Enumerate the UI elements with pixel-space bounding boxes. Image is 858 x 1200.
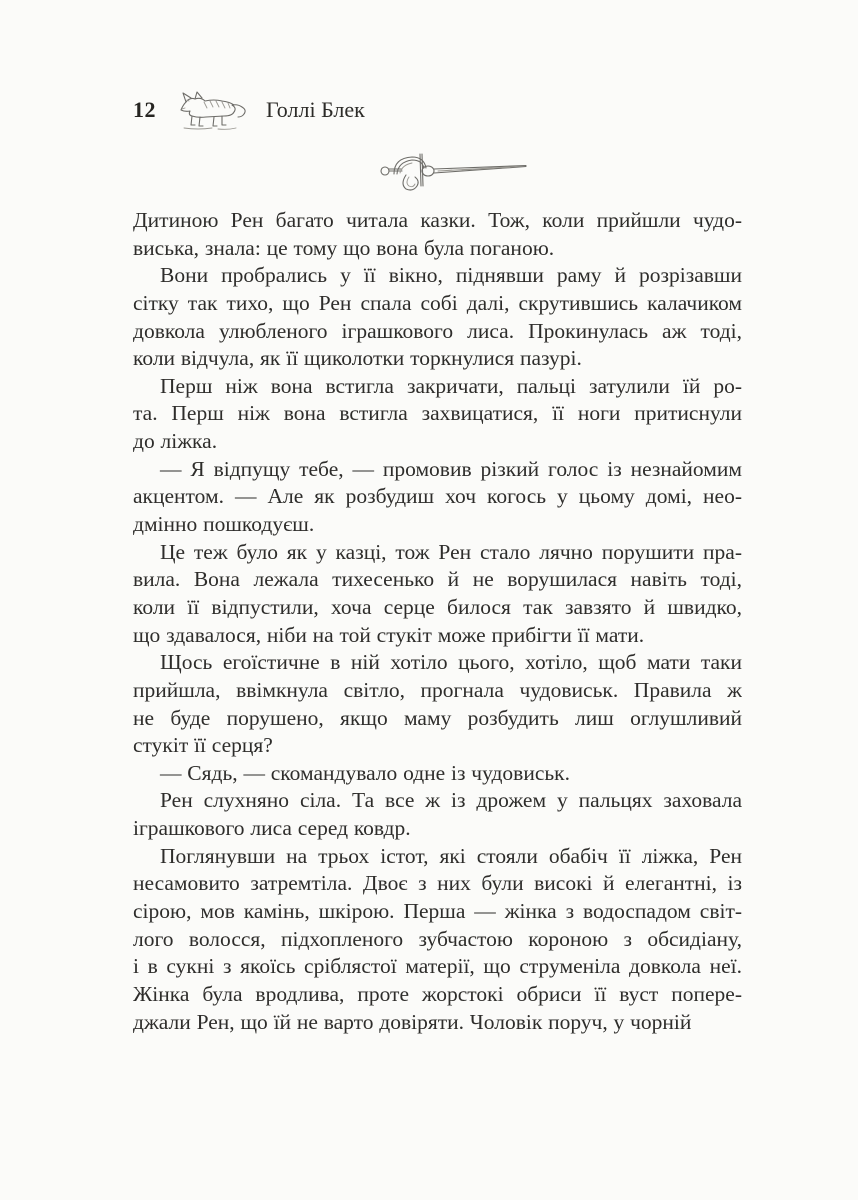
text-line: сірою, мов камінь, шкірою. Перша — жінка з водоспадом світ- [133, 899, 742, 924]
text-line: не буде порушено, якщо маму розбудить лиш оглушливий [133, 705, 742, 730]
text-line: коли відчула, як її щиколотки торкнулися пазурі. [133, 346, 582, 371]
text-line: прийшла, ввімкнула світло, прогнала чудовиськ. Правила ж [133, 677, 742, 702]
text-line: іграшкового лиса серед ковдр. [133, 816, 411, 841]
text-block [133, 207, 742, 1036]
text-line: Перш ніж вона встигла закричати, пальці затулили їй ро- [160, 373, 742, 398]
text-line: до ліжка. [133, 429, 218, 454]
text-line: Жінка була вродлива, проте жорстокі обриси її вуст попере- [133, 981, 742, 1006]
text-line: коли її відпустили, хоча серце билося так завзято й швидко, [133, 594, 742, 619]
text-line: Рен слухняно сіла. Та все ж із дрожем у пальцях заховала [160, 788, 742, 813]
text-line: вила. Вона лежала тихесенько й не ворушилася навіть тоді, [133, 567, 742, 592]
text-line: Дитиною Рен багато читала казки. Тож, коли прийшли чудо- [133, 208, 742, 232]
text-line: джали Рен, що їй не варто довіряти. Чоловік поруч, у чорній [133, 1009, 692, 1034]
text-line: Щось егоїстичне в ній хотіло цього, хотіло, щоб мати таки [160, 650, 742, 675]
text-line: — Сядь, — скомандувало одне із чудовиськ. [160, 760, 570, 785]
text-line: Поглянувши на трьох істот, які стояли обабіч її ліжка, Рен [160, 843, 742, 868]
running-title: Голлі Блек [266, 97, 365, 122]
text-line: Вони пробрались у її вікно, піднявши раму й розрізавши [160, 263, 742, 288]
text-line: сітку так тихо, що Рен спала собі далі, скрутившись калачиком [133, 290, 742, 315]
text-line: та. Перш ніж вона встигла захвицатися, її ноги притиснули [133, 401, 742, 426]
text-line: Це теж було як у казці, тож Рен стало лячно порушити пра- [160, 539, 742, 564]
fox-icon [178, 88, 250, 132]
page-number: 12 [133, 97, 156, 122]
text-line: що здавалося, ніби на той стукіт може прибігти її мати. [133, 622, 645, 647]
text-line: — Я відпущу тебе, — промовив різкий голос із незнайомим [160, 456, 742, 481]
text-line: стукіт її серця? [133, 733, 273, 758]
text-line: лого волосся, підхопленого зубчастою короною з обсидіану, [133, 926, 742, 951]
text-line: акцентом. — Але як розбудиш хоч когось у цьому домі, нео- [133, 484, 742, 509]
text-line: несамовито затремтіла. Двоє з них були високі й елегантні, із [133, 871, 742, 896]
text-line: довкола улюбленого іграшкового лиса. Прокинулась аж тоді, [133, 318, 742, 343]
running-header [133, 88, 365, 132]
text-line: і в сукні з якоїсь сріблястої матерії, що струменіла довкола неї. [133, 954, 742, 979]
text-line: виська, знала: це тому що вона була поганою. [133, 235, 555, 260]
sword-ornament-icon [376, 148, 532, 200]
text-line: дмінно пошкодуєш. [133, 512, 315, 537]
